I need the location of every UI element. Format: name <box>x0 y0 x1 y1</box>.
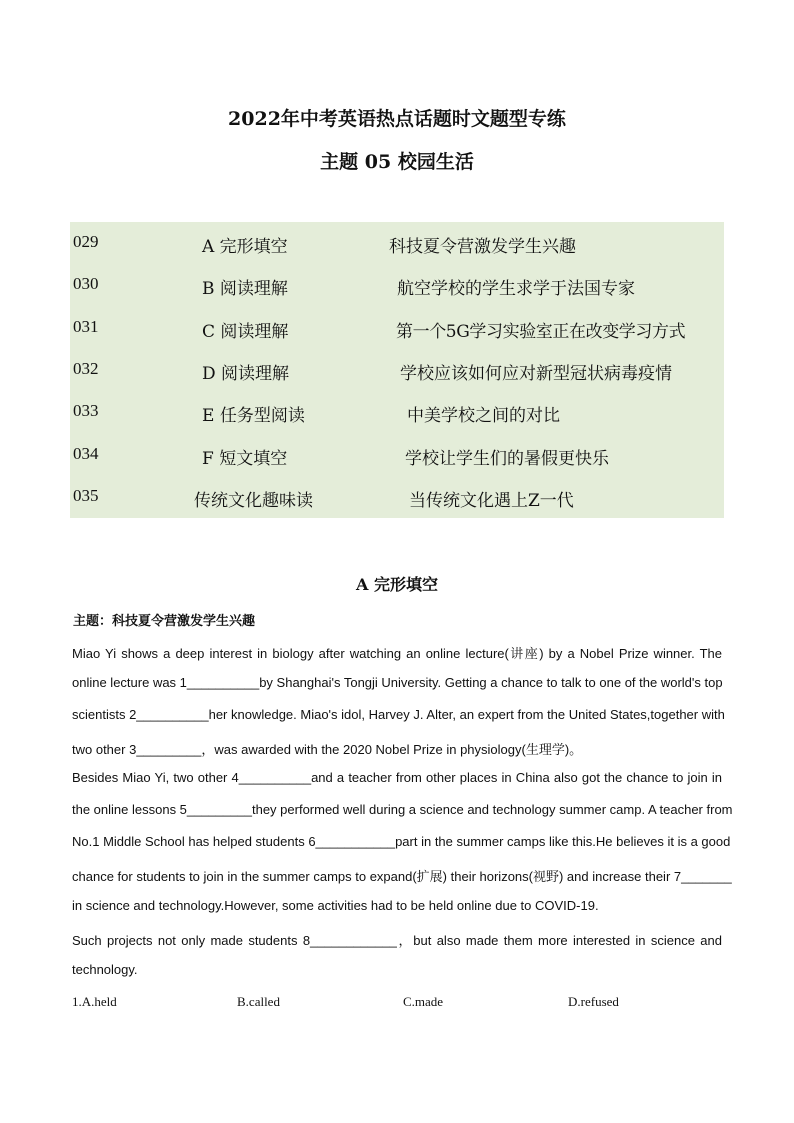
contents-row <box>70 264 724 306</box>
item-type: 传统文化趣味读 <box>194 491 313 511</box>
passage-line: No.1 Middle School has helped students 6___________part in the summer camps like this.He believes it is a good <box>72 834 731 849</box>
item-type: C 阅读理解 <box>202 322 289 342</box>
item-number: 032 <box>73 359 99 378</box>
item-type: A 完形填空 <box>202 237 288 257</box>
topic-label: 主题：科技夏令营激发学生兴趣 <box>73 614 256 629</box>
item-topic: 科技夏令营激发学生兴趣 <box>389 237 576 257</box>
contents-row <box>70 222 724 264</box>
contents-table <box>70 222 724 518</box>
contents-row <box>70 476 724 518</box>
item-number: 035 <box>73 486 99 505</box>
option-d: D.refused <box>568 994 619 1009</box>
document-subtitle: 主题 05 校园生活 <box>320 151 474 173</box>
contents-row <box>70 434 724 476</box>
item-type: F 短文填空 <box>202 449 288 469</box>
document-title: 2022年中考英语热点话题时文题型专练 <box>228 108 566 130</box>
item-topic: 第一个5G学习实验室正在改变学习方式 <box>396 322 686 342</box>
item-number: 033 <box>73 401 99 420</box>
item-topic: 当传统文化遇上Z一代 <box>409 491 574 511</box>
passage-line: online lecture was 1__________by Shanghai's Tongji University. Getting a chance to talk to one of the world's top <box>72 675 723 690</box>
passage-line: Besides Miao Yi, two other 4__________and a teacher from other places in China also got the chance to join in <box>72 770 722 785</box>
section-heading: A 完形填空 <box>356 575 438 594</box>
passage-line: Miao Yi shows a deep interest in biology after watching an online lecture(讲座) by a Nobel Prize winner. The <box>72 646 722 661</box>
item-topic: 学校让学生们的暑假更快乐 <box>405 449 609 469</box>
item-topic: 航空学校的学生求学于法国专家 <box>397 279 635 299</box>
item-number: 034 <box>73 444 99 463</box>
contents-row <box>70 307 724 349</box>
item-type: D 阅读理解 <box>202 364 290 384</box>
option-c: C.made <box>403 994 444 1009</box>
passage-line: scientists 2__________her knowledge. Miao's idol, Harvey J. Alter, an expert from the United States,together with <box>72 707 725 722</box>
item-type: E 任务型阅读 <box>202 406 305 426</box>
contents-row <box>70 391 724 433</box>
item-topic: 学校应该如何应对新型冠状病毒疫情 <box>400 364 672 384</box>
passage-line: Such projects not only made students 8____________，but also made them more interested in science and <box>72 933 722 948</box>
item-number: 030 <box>73 274 99 293</box>
passage-line: chance for students to join in the summer camps to expand(扩展) their horizons(视野) and increase their 7_______ <box>72 869 732 884</box>
passage-line: two other 3_________，was awarded with the 2020 Nobel Prize in physiology(生理学)。 <box>72 742 583 757</box>
item-number: 029 <box>73 232 99 251</box>
option-b: B.called <box>237 994 280 1009</box>
item-number: 031 <box>73 317 99 336</box>
passage-line: in science and technology.However, some activities had to be held online due to COVID-19. <box>72 898 599 913</box>
option-a: 1.A.held <box>72 994 117 1009</box>
passage-line: technology. <box>72 962 138 977</box>
passage-line: the online lessons 5_________they performed well during a science and technology summer camp. A teacher from <box>72 802 733 817</box>
item-topic: 中美学校之间的对比 <box>407 406 560 426</box>
contents-row <box>70 349 724 391</box>
item-type: B 阅读理解 <box>202 279 288 299</box>
